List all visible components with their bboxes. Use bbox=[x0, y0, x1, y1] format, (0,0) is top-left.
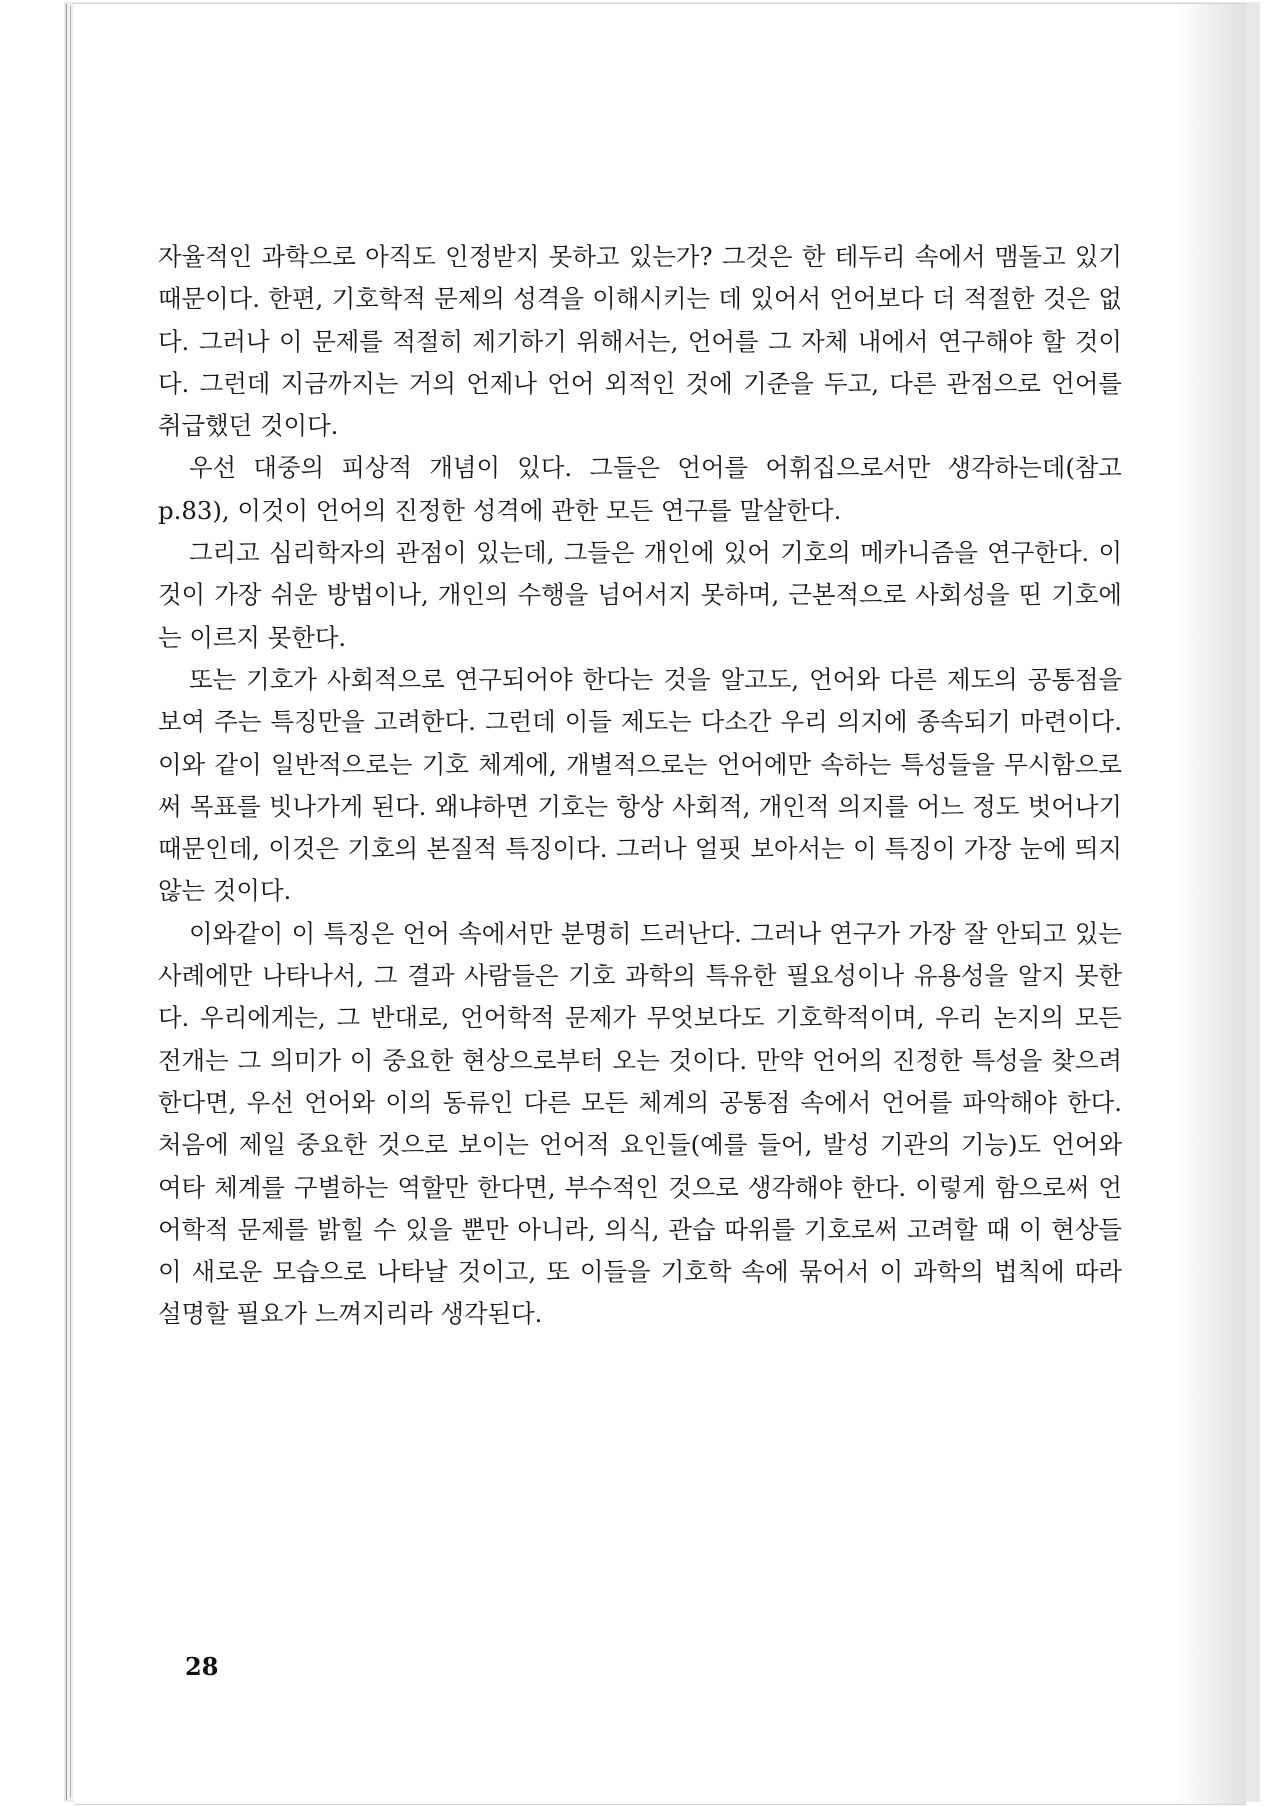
paragraph-1: 자율적인 과학으로 아직도 인정받지 못하고 있는가? 그것은 한 테두리 속에서 맴돌고 있기 때문이다. 한편, 기호학적 문제의 성격을 이해시키는 데 있어서 언어보다 더 적절한 것은 없다. 그러나 이 문제를 적절히 제기하기 위해서는, 언어를 그 자체 내에서 연구해야 할 것이다. 그런데 지금까지는 거의 언제나 언어 외적인 것에 기준을 두고, 다른 관점으로 언어를 취급했던 것이다. bbox=[158, 242, 1122, 441]
page-number: 28 bbox=[185, 1652, 219, 1681]
paragraph-2: 우선 대중의 피상적 개념이 있다. 그들은 언어를 어휘집으로서만 생각하는데(참고 p.83), 이것이 언어의 진정한 성격에 관한 모든 연구를 말살한다. bbox=[158, 453, 1122, 525]
paragraph-4: 또는 기호가 사회적으로 연구되어야 한다는 것을 알고도, 언어와 다른 제도의 공통점을 보여 주는 특징만을 고려한다. 그런데 이들 제도는 다소간 우리 의지에 종속되기 마련이다. 이와 같이 일반적으로는 기호 체계에, 개별적으로는 언어에만 속하는 특성들을 무시함으로써 목표를 빗나가게 된다. 왜냐하면 기호는 항상 사회적, 개인적 의지를 어느 정도 벗어나기 때문인데, 이것은 기호의 본질적 특징이다. 그러나 얼핏 보아서는 이 특징이 가장 눈에 띄지 않는 것이다. bbox=[158, 664, 1122, 906]
body-text bbox=[158, 236, 1122, 1336]
paragraph-5: 이와같이 이 특징은 언어 속에서만 분명히 드러난다. 그러나 연구가 가장 잘 안되고 있는 사례에만 나타나서, 그 결과 사람들은 기호 과학의 특유한 필요성이나 유용성을 알지 못한다. 우리에게는, 그 반대로, 언어학적 문제가 무엇보다도 기호학적이며, 우리 논지의 모든 전개는 그 의미가 이 중요한 현상으로부터 오는 것이다. 만약 언어의 진정한 특성을 찾으려 한다면, 우선 언어와 이의 동류인 다른 모든 체계의 공통점 속에서 언어를 파악해야 한다. 처음에 제일 중요한 것으로 보이는 언어적 요인들(예를 들어, 발성 기관의 기능)도 언어와 여타 체계를 구별하는 역할만 한다면, 부수적인 것으로 생각해야 한다. 이렇게 함으로써 언어학적 문제를 밝힐 수 있을 뿐만 아니라, 의식, 관습 따위를 기호로써 고려할 때 이 현상들이 새로운 모습으로 나타날 것이고, 또 이들을 기호학 속에 묶어서 이 과학의 법칙에 따라 설명할 필요가 느껴지리라 생각된다. bbox=[158, 918, 1122, 1329]
paragraph-3: 그리고 심리학자의 관점이 있는데, 그들은 개인에 있어 기호의 메카니즘을 연구한다. 이것이 가장 쉬운 방법이나, 개인의 수행을 넘어서지 못하며, 근본적으로 사회성을 띤 기호에는 이르지 못한다. bbox=[158, 538, 1122, 652]
page-gutter-shade bbox=[1176, 4, 1246, 1804]
